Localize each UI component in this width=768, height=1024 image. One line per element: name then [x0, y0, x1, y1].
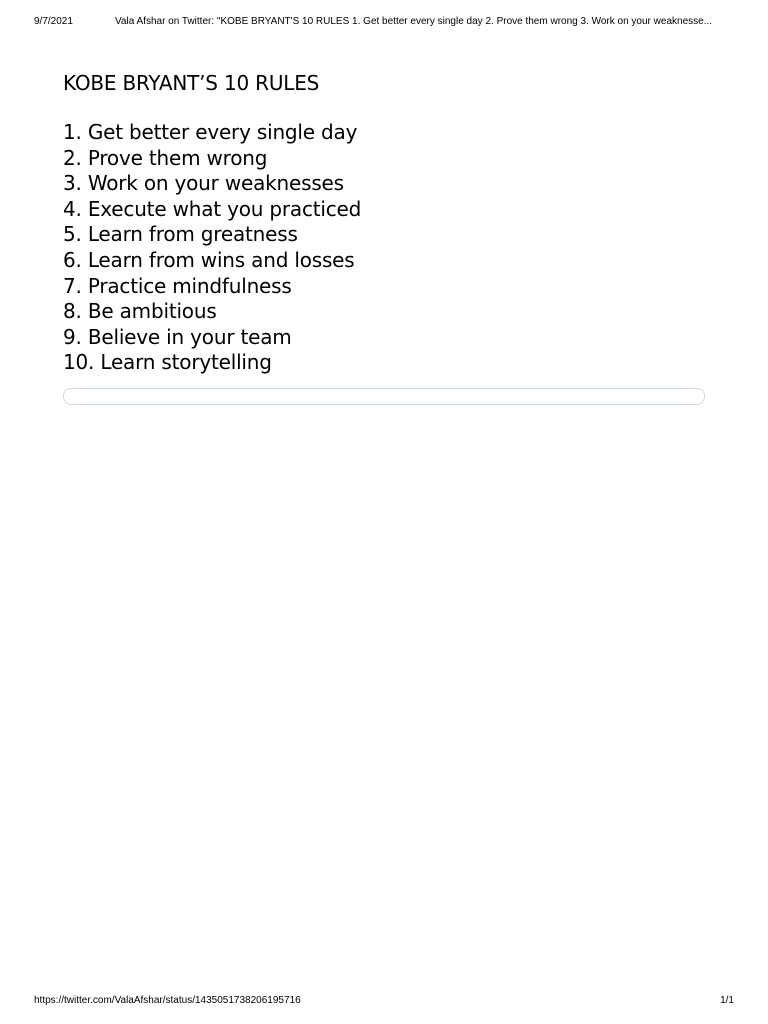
- rule-item: 1. Get better every single day: [63, 120, 358, 144]
- rule-item: 8. Be ambitious: [63, 299, 217, 324]
- tweet-content: [63, 68, 705, 376]
- document-title: Vala Afshar on Twitter: "KOBE BRYANT'S 10 RULES 1. Get better every single day 2. Prove them wrong 3. Work on your weaknesse...: [115, 16, 713, 27]
- rule-item: 6. Learn from wins and losses: [63, 247, 355, 272]
- rules-list: [63, 120, 705, 376]
- media-card-frame[interactable]: [63, 388, 705, 405]
- rule-item: 5. Learn from greatness: [63, 222, 298, 247]
- rule-item: 9. Believe in your team: [63, 324, 292, 349]
- rule-item: 7. Practice mindfulness: [63, 273, 292, 298]
- rule-item: 3. Work on your weaknesses: [63, 171, 344, 196]
- rule-item: 4. Execute what you practiced: [63, 196, 362, 221]
- rule-item: 10. Learn storytelling: [63, 350, 272, 375]
- page-number: 1/1: [720, 995, 734, 1006]
- page-url[interactable]: https://twitter.com/ValaAfshar/status/1435051738206195716: [34, 995, 301, 1006]
- tweet-heading: KOBE BRYANT’S 10 RULES: [63, 71, 320, 95]
- rule-item: 2. Prove them wrong: [63, 145, 268, 170]
- print-date: 9/7/2021: [34, 16, 73, 27]
